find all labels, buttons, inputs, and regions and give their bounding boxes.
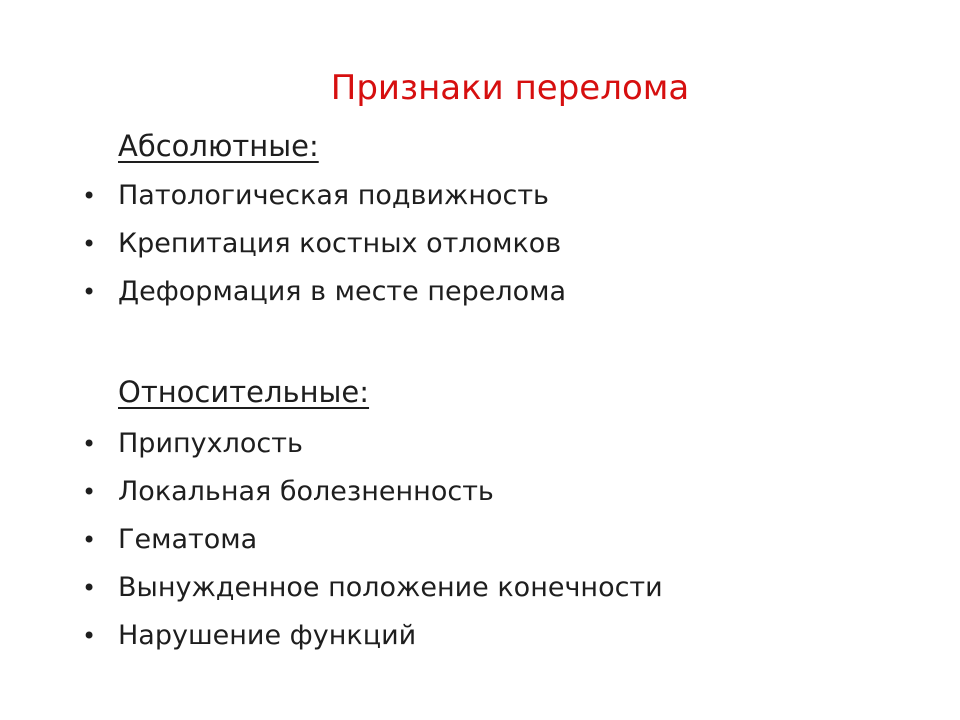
list-item-text: Вынужденное положение конечности: [118, 572, 663, 603]
bullet-icon: •: [82, 278, 97, 306]
bullet-icon: •: [82, 182, 97, 210]
list-item-text: Гематома: [118, 524, 258, 555]
list-item: [82, 614, 663, 662]
list-item-text: Деформация в месте перелома: [118, 276, 567, 307]
list-item: [82, 518, 663, 566]
bullet-icon: •: [82, 230, 97, 258]
section-heading-relative: Относительные:: [118, 375, 370, 409]
list-item-text: Патологическая подвижность: [118, 180, 549, 211]
list-item: [82, 422, 663, 470]
relative-signs-list: [82, 422, 663, 662]
list-item-text: Нарушение функций: [118, 620, 417, 651]
list-item: [82, 566, 663, 614]
bullet-icon: •: [82, 478, 97, 506]
slide-title: Признаки перелома: [330, 68, 690, 108]
list-item: [82, 470, 663, 518]
list-item-text: Крепитация костных отломков: [118, 228, 562, 259]
bullet-icon: •: [82, 430, 97, 458]
list-item: [82, 222, 566, 270]
bullet-icon: •: [82, 526, 97, 554]
bullet-icon: •: [82, 622, 97, 650]
list-item: [82, 270, 566, 318]
list-item-text: Локальная болезненность: [118, 476, 494, 507]
list-item: [82, 174, 566, 222]
list-item-text: Припухлость: [118, 428, 303, 459]
bullet-icon: •: [82, 574, 97, 602]
absolute-signs-list: [82, 174, 566, 318]
section-heading-absolute: Абсолютные:: [118, 129, 319, 163]
